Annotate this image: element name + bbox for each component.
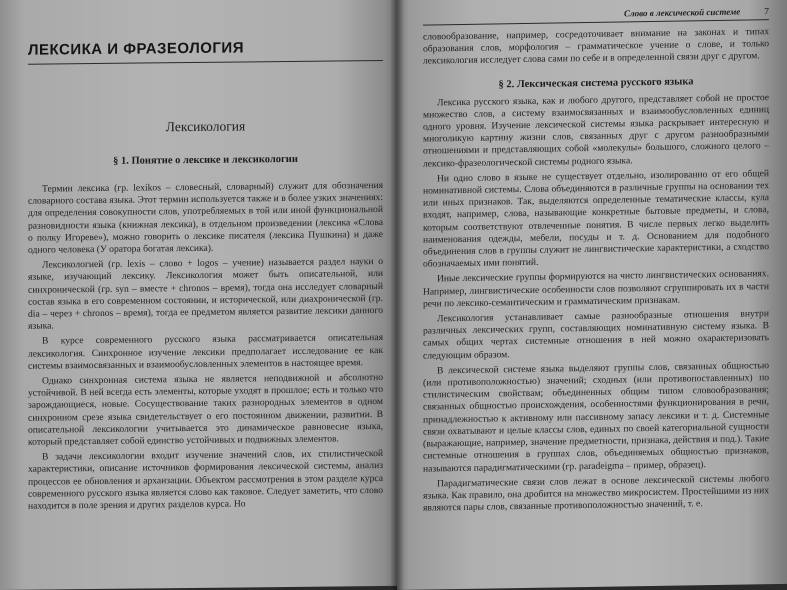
- paragraph: В лексической системе языка выделяют группы слов, связанных общностью (или противоположностью) значений; сходных (или противопоставленных) по стилистическим свойствам; объединенных общим типом словообразования; связанных общностью происхождения, особенностями функционирования в речи, принадлежностью к активному или пассивному запасу лексики и т. д. Системные связи охватывают и целые классы слов, единых по своей категориальной сущности (выражающие, например, значение предметности, признака, действия и под.). Такие системные отношения в группах слов, объединяемых общностью признаков, называются парадигматическими (гр. paradeigma – пример, образец).: [423, 360, 769, 475]
- paragraph: словообразование, например, сосредоточивает внимание на законах и типах образования слов, морфология – грамматическое учение о слове, и только лексикология исследует слова сами по себе и в определенной связи друг с другом.: [423, 26, 769, 67]
- subsection-title: § 2. Лексическая система русского языка: [498, 75, 694, 91]
- paragraph: Парадигматические связи слов лежат в основе лексической системы любого языка. Как правило, она дробится на множество микросистем. Простейшими из них являются пары слов, связанные противоположностью значений, т. е.: [423, 472, 769, 514]
- running-head: [423, 6, 769, 25]
- right-page: [397, 0, 787, 590]
- paragraph: Лексика русского языка, как и любого другого, представляет собой не простое множество слов, а систему взаимосвязанных и взаимообусловленных единиц одного уровня. Изучение лексической системы языка раскрывает интересную и многоликую картину жизни слов, связанных друг с другом разнообразными отношениями и представляющих собой «молекулы» большого, сложного целого – лексико-фразеологической системы родного языка.: [423, 91, 769, 170]
- paragraph: Лексикология устанавливает самые разнообразные отношения внутри различных лексических групп, составляющих номинативную систему языка. В самых общих чертах системные отношения в ней можно охарактеризовать следующим образом.: [423, 308, 769, 362]
- paragraph: Ни одно слово в языке не существует отдельно, изолированно от его общей номинативной системы. Слова объединяются в различные группы на основании тех или иных признаков. Так, выделяются определенные тематические классы, кула входят, например, слова, называющие конкретные бытовые предметы, и слова, которым соответствуют отвлеченные понятия. В числе первых легко выделить наименования одежды, мебели, посуды и т. д. Основанием для подобного объединения слов в группы служит не лингвистические характеристики, а сходство обозначаемых ими понятий.: [423, 167, 769, 270]
- paragraph: Лексикологией (гр. lexis – слово + logos – учение) называется раздел науки о языке, изучающий лексику. Лексикология может быть описательной, или синхронической (гр. syn – вместе + chronos – время), тогда она исследует словарный состав языка в его современном состоянии, и исторической, или диахронической (гр. dia – через + chronos – время), тогда ее предметом является развитие лексики данного языка.: [28, 256, 383, 332]
- paragraph: Термин лексика (гр. lexikos – словесный, словарный) служит для обозначения словарного состава языка. Этот термин используется также и в более узких значениях: для определения совокупности слов, употребляемых в той или иной функциональной разновидности языка (книжная лексика), в отдельном произведении (лексика «Слова о полку Игореве»), можно говорить о лексике писателя (лексика Пушкина) и даже одного человека (У оратора богатая лексика).: [28, 179, 383, 256]
- paragraph: Иные лексические группы формируются на чисто лингвистических основаниях. Например, лингвистические особенности слов позволяют сгруппировать их в части речи по лексико-семантическим и грамматическим признакам.: [423, 268, 769, 310]
- section-title: Лексикология: [165, 118, 246, 135]
- paragraph: В курсе современного русского языка рассматривается описательная лексикология. Синхронное изучение лексики предполагает исследование ее как системы взаимосвязанных и взаимообусловленных элементов в настоящее время.: [28, 332, 383, 372]
- paragraph: В задачи лексикологии входит изучение значений слов, их стилистической характеристики, описание источников формирования лексической системы, анализ процессов ее обновления и архаизации. Объектом рассмотрения в этом разделе курса современного русского языка является слово как таковое. Следует заметить, что слово находится в поле зрения и других разделов курса. Но: [28, 448, 383, 512]
- paragraph: Однако синхронная система языка не является неподвижной и абсолютно устойчивой. В ней всегда есть элементы, которые уходят в прошлое; есть и только что зарождающиеся, новые. Сосуществование таких разнородных элементов в одном синхронном срезе языка свидетельствует о его постоянном движении, развитии. В описательной лексикологии учитывается это динамическое равновесие языка, который представляет собой единство устойчивых и подвижных элементов.: [28, 372, 383, 448]
- chapter-title: ЛЕКСИКА И ФРАЗЕОЛОГИЯ: [28, 39, 244, 59]
- running-head-title: Слово в лексической системе: [623, 6, 741, 19]
- book-gutter: [390, 0, 404, 590]
- chapter-rule: [28, 60, 383, 65]
- page-number: 7: [764, 7, 769, 18]
- subsection-title: § 1. Понятие о лексике и лексикологии: [113, 153, 298, 167]
